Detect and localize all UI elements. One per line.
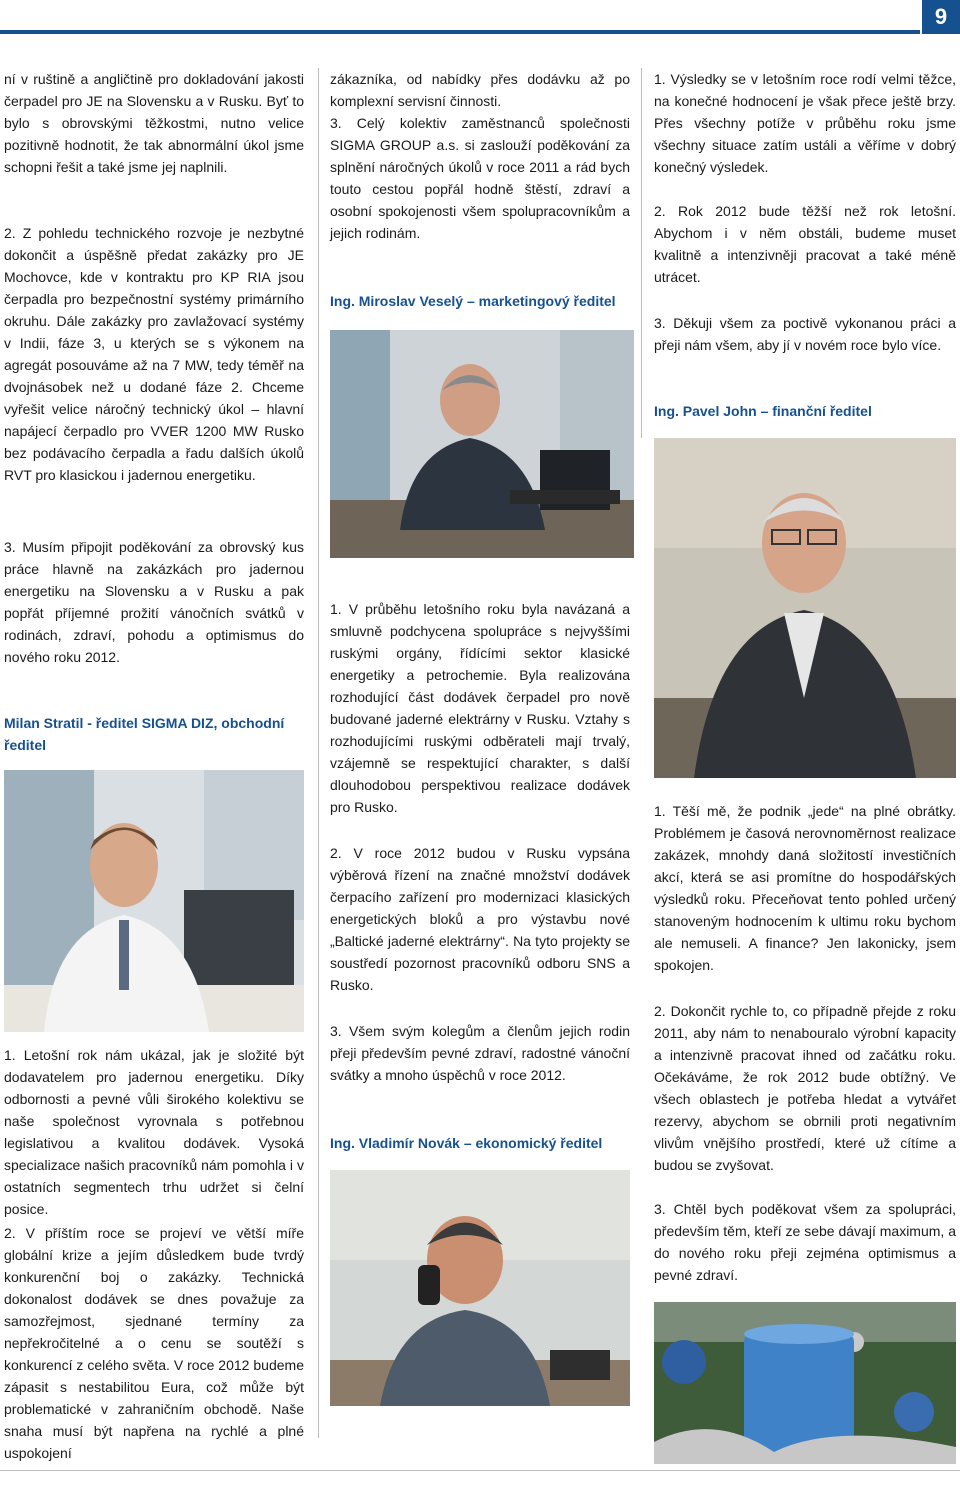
col2-signature-2: Ing. Vladimír Novák – ekonomický ředitel: [330, 1135, 603, 1151]
footer-rule: [0, 1470, 960, 1471]
col3-paragraph-3: 3. Děkuji všem za poctivě vykonanou práci a přeji nám všem, aby jí v novém roce bylo více.: [654, 315, 956, 353]
col3-paragraph-5: 2. Dokončit rychle to, co případně přejde z roku 2011, aby nám to nenabouralo výrobní kapacity a intenzivně pracovat ihned od začátku roku. Očekáváme, že rok 2012 bude obtížný. Ve všech oblastech je potřeba hledat a vytvářet rezervy, abychom se obrnili proti negativním vlivům vnějšího prostředí, které už cítíme a budou se zvyšovat.: [654, 1003, 956, 1173]
col1-paragraph-5: 2. V příštím roce se projeví ve větší míře globální krize a jejím důsledkem bude tvrdý konkurenční boj o zakázky. Technická dokonalost dodávek se dnes považuje za samozřejmost, sjednané termíny za nepřekročitelné a o cenu se soutěží s konkurencí z celého světa. V roce 2012 budeme zápasit s nestabilitou Eura, což může být problematické v zahraničním obchodě. Naše snaha musí být napřena na rychlé a plné uspokojení: [4, 1225, 304, 1461]
col3-paragraph-2: 2. Rok 2012 bude těžší než rok letošní. Abychom i v něm obstáli, budeme muset kvalitně a intenzivněji pracovat a také méně utrácet.: [654, 203, 956, 285]
photo-miroslav-vesely: [330, 330, 634, 558]
col3-paragraph-1: 1. Výsledky se v letošním roce rodí velmi těžce, na konečné hodnocení je však přece ještě brzy. Přes všechny potíže v průběhu roku jsme všechny situace zatím ustáli a věříme v dobrý konečný výsledek.: [654, 71, 956, 175]
col2-signature-1: Ing. Miroslav Veselý – marketingový ředitel: [330, 293, 616, 309]
col1-paragraph-1: ní v ruštině a angličtině pro dokladování jakosti čerpadel pro JE na Slovensku a v Rusku. Byť to bylo s obrovskými těžkostmi, nutno velice pozitivně hodnotit, že tak abnormální úkol jsme schopni řešit a také jsme jej naplnili.: [4, 71, 304, 175]
col1-signature: Milan Stratil - ředitel SIGMA DIZ, obchodní ředitel: [4, 715, 285, 753]
col3-paragraph-4: 1. Těší mě, že podnik „jede“ na plné obrátky. Problémem je časová nerovnoměrnost realizace zakázek, mnohdy daná složitostí investičních akcí, která se asi promítne do hospodářských výsledků roku. Přeceňovat tento pohled určený stanoveným hodnocením k ultimu roku bychom ale nemuseli. A finance? Jen lakonicky, jsem spokojen.: [654, 803, 956, 973]
photo-milan-stratil: [4, 770, 304, 1032]
col2-paragraph-1: zákazníka, od nabídky přes dodávku až po komplexní servisní činnosti.: [330, 71, 630, 109]
col1-paragraph-2: 2. Z pohledu technického rozvoje je nezbytné dokončit a úspěšně předat zakázky pro JE Mochovce, kde v kontraktu pro KP RIA jsou čerpadla pro bezpečnostní systémy primárního okruhu. Dále zakázky pro zavlažovací systémy v Indii, fáze 3, u kterých se s výkonem na agregát posouváme až na 7 MW, tedy téměř na dvojnásobek než u dodané fáze 2. Chceme vyřešit velice náročný technický úkol – hlavní napájecí čerpadlo pro VVER 1200 MW Rusko bez podávacího čerpadla a řadu dalších úkolů RVT pro klasickou i jadernou energetiku.: [4, 225, 304, 483]
col3-paragraph-6: 3. Chtěl bych poděkovat všem za spolupráci, především těm, kteří ze sebe dávají maximum, a do nového roku přeji zejména optimismus a pevné zdraví.: [654, 1201, 956, 1283]
photo-pavel-john: [654, 438, 956, 778]
page-number: 9: [922, 0, 960, 34]
col2-paragraph-2: 3. Celý kolektiv zaměstnanců společnosti SIGMA GROUP a.s. si zaslouží poděkování za splnění náročných úkolů v roce 2011 a rád bych touto cestou popřál hodně štěstí, zdraví a osobní spokojenosti všem spolupracovníkům a jejich rodinám.: [330, 115, 630, 241]
column-divider-right: [641, 68, 642, 438]
col3-signature: Ing. Pavel John – finanční ředitel: [654, 403, 872, 419]
col2-paragraph-4: 2. V roce 2012 budou v Rusku vypsána výběrová řízení na značné množství dodávek čerpacího zařízení pro modernizaci klasických energetických bloků a pro výstavbu nové „Baltické jaderné elektrárny“. Na tyto projekty se soustředí pozornost pracovníků odboru SNS a Rusko.: [330, 845, 630, 993]
column-divider-left: [318, 68, 319, 1438]
page-header-bar: [0, 0, 960, 38]
col1-paragraph-4: 1. Letošní rok nám ukázal, jak je složité být dodavatelem pro jadernou energetiku. Díky odbornosti a pevné vůli širokého kolektivu se naše společnost vyrovnala s potřebnou legislativou a kvalitou dodávek. Vysoká specializace našich pracovníků nám pomohla i v ostatních segmentech trhu udržet si čelní posice.: [4, 1047, 304, 1217]
header-rule: [0, 30, 920, 34]
col2-paragraph-5: 3. Všem svým kolegům a členům jejich rodin přeji především pevné zdraví, radostné vánoční svátky a mnoho úspěchů v roce 2012.: [330, 1023, 630, 1083]
photo-vladimir-novak: [330, 1170, 630, 1406]
col1-paragraph-3: 3. Musím připojit poděkování za obrovský kus práce hlavně na zakázkách pro jadernou energetiku na Slovensku a v Rusku a pak popřát příjemné prožití vánočních svátků v rodinách, zdraví, pohodu a optimismus do nového roku 2012.: [4, 539, 304, 665]
col2-paragraph-3: 1. V průběhu letošního roku byla navázaná a smluvně podchycena spolupráce s nejvyššími ruskými orgány, řídícími sektor klasické energetiky a petrochemie. Byla realizována rozhodující část dodávek čerpadel pro nově budované jaderné elektrárny v Rusku. Vztahy s rozhodujícími ruskými odběrateli mají trvalý, vzájemně se respektující charakter, s další dlouhodobou perspektivou realizace dodávek pro Rusko.: [330, 601, 630, 815]
photo-christmas-candle: [654, 1302, 956, 1464]
